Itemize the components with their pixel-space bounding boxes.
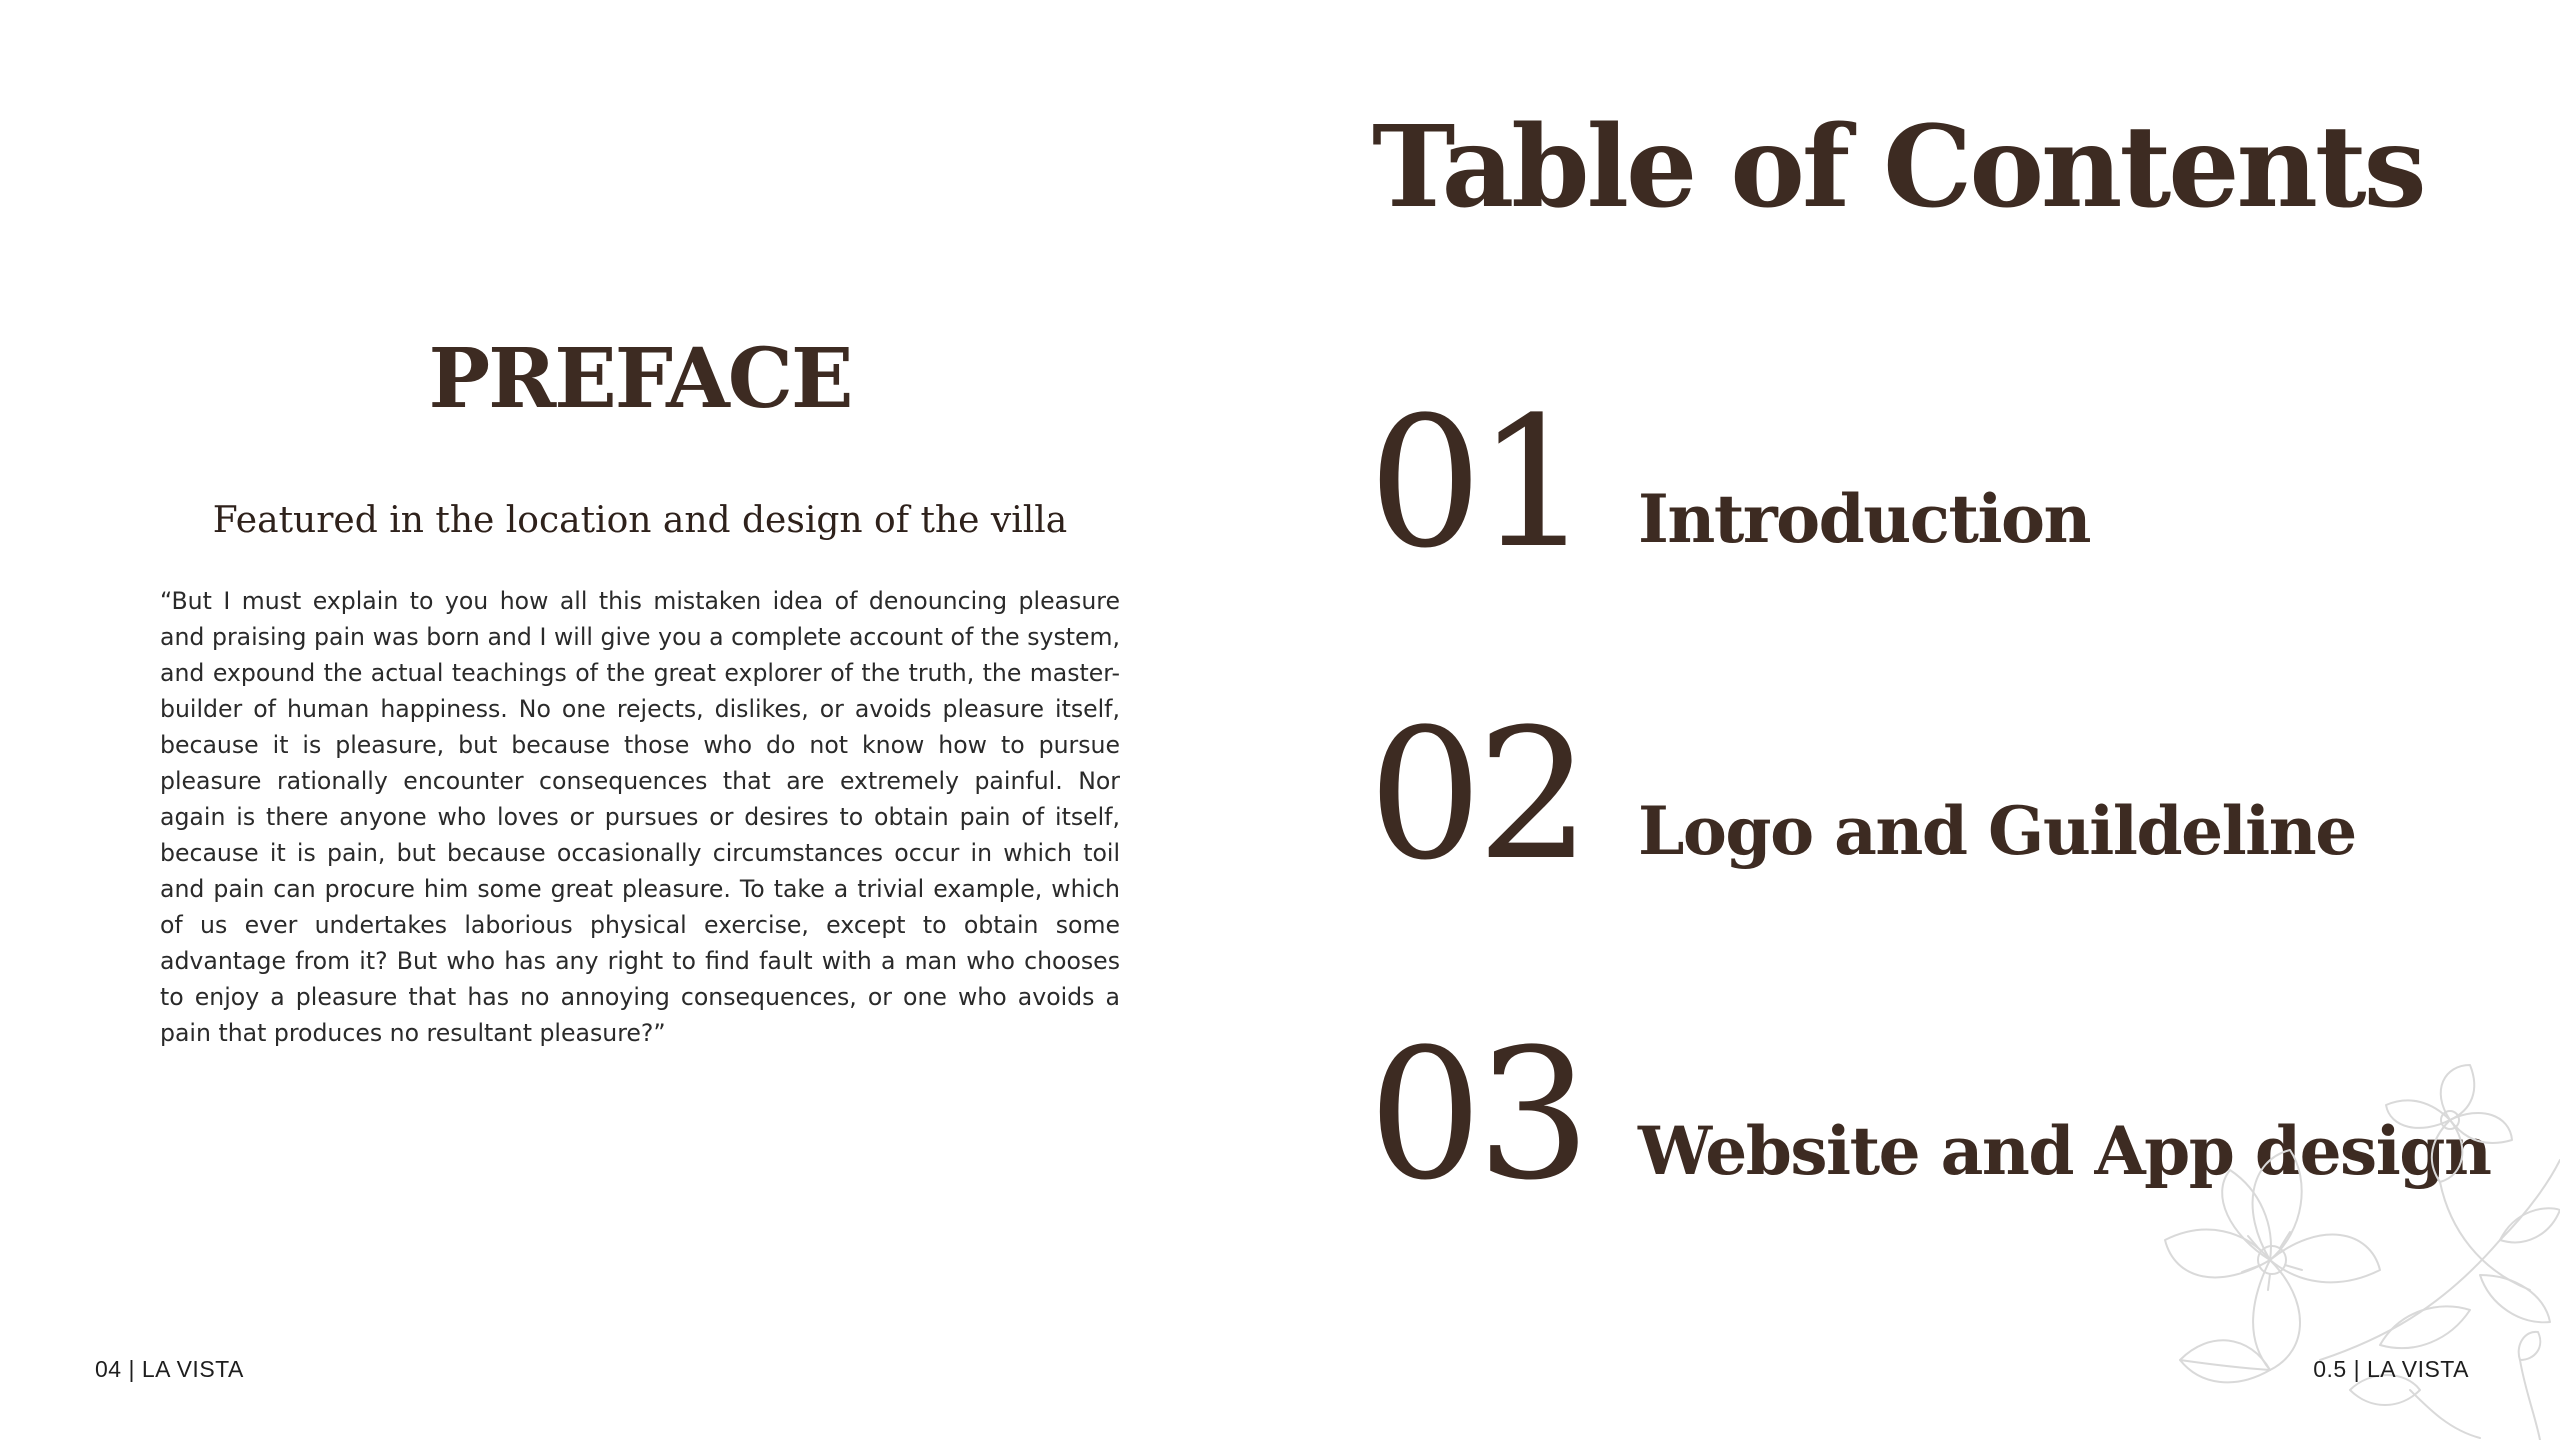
- preface-title: PREFACE: [428, 331, 852, 427]
- page-footer-right: 0.5 | LA VISTA: [2313, 1356, 2469, 1382]
- toc-item-introduction: [1368, 356, 2468, 588]
- toc-item-number: 02: [1368, 691, 1586, 900]
- floral-line-art-icon: [2120, 1060, 2560, 1440]
- toc-item-label: Website and App design: [1638, 1112, 2491, 1190]
- toc-item-number: 01: [1368, 379, 1586, 588]
- toc-item-number: 03: [1368, 1011, 1586, 1220]
- toc-item-logo: [1368, 668, 2468, 900]
- toc-item-label: Introduction: [1638, 480, 2091, 558]
- preface-subtitle: Featured in the location and design of the villa: [212, 500, 1068, 541]
- page-footer-left: 04 | LA VISTA: [95, 1356, 244, 1382]
- preface-body: “But I must explain to you how all this mistaken idea of denouncing pleasure and praising pain was born and I will give you a complete account of the system, and expound the actual teachings of the great explorer of the truth, the master-builder of human happiness. No one rejects, dislikes, or avoids pleasure itself, because it is pleasure, but because those who do not know how to pursue pleasure rationally encounter consequences that are extremely painful. Nor again is there anyone who loves or pursues or desires to obtain pain of itself, because it is pain, but because occasionally circumstances occur in which toil and pain can procure him some great pleasure. To take a trivial example, which of us ever undertakes laborious physical exercise, except to obtain some advantage from it? But who has any right to find fault with a man who chooses to enjoy a pleasure that has no annoying consequences, or one who avoids a pain that produces no resultant pleasure?”: [160, 587, 1120, 1047]
- toc-title: Table of Contents: [1372, 102, 2424, 233]
- toc-item-label: Logo and Guildeline: [1638, 792, 2356, 870]
